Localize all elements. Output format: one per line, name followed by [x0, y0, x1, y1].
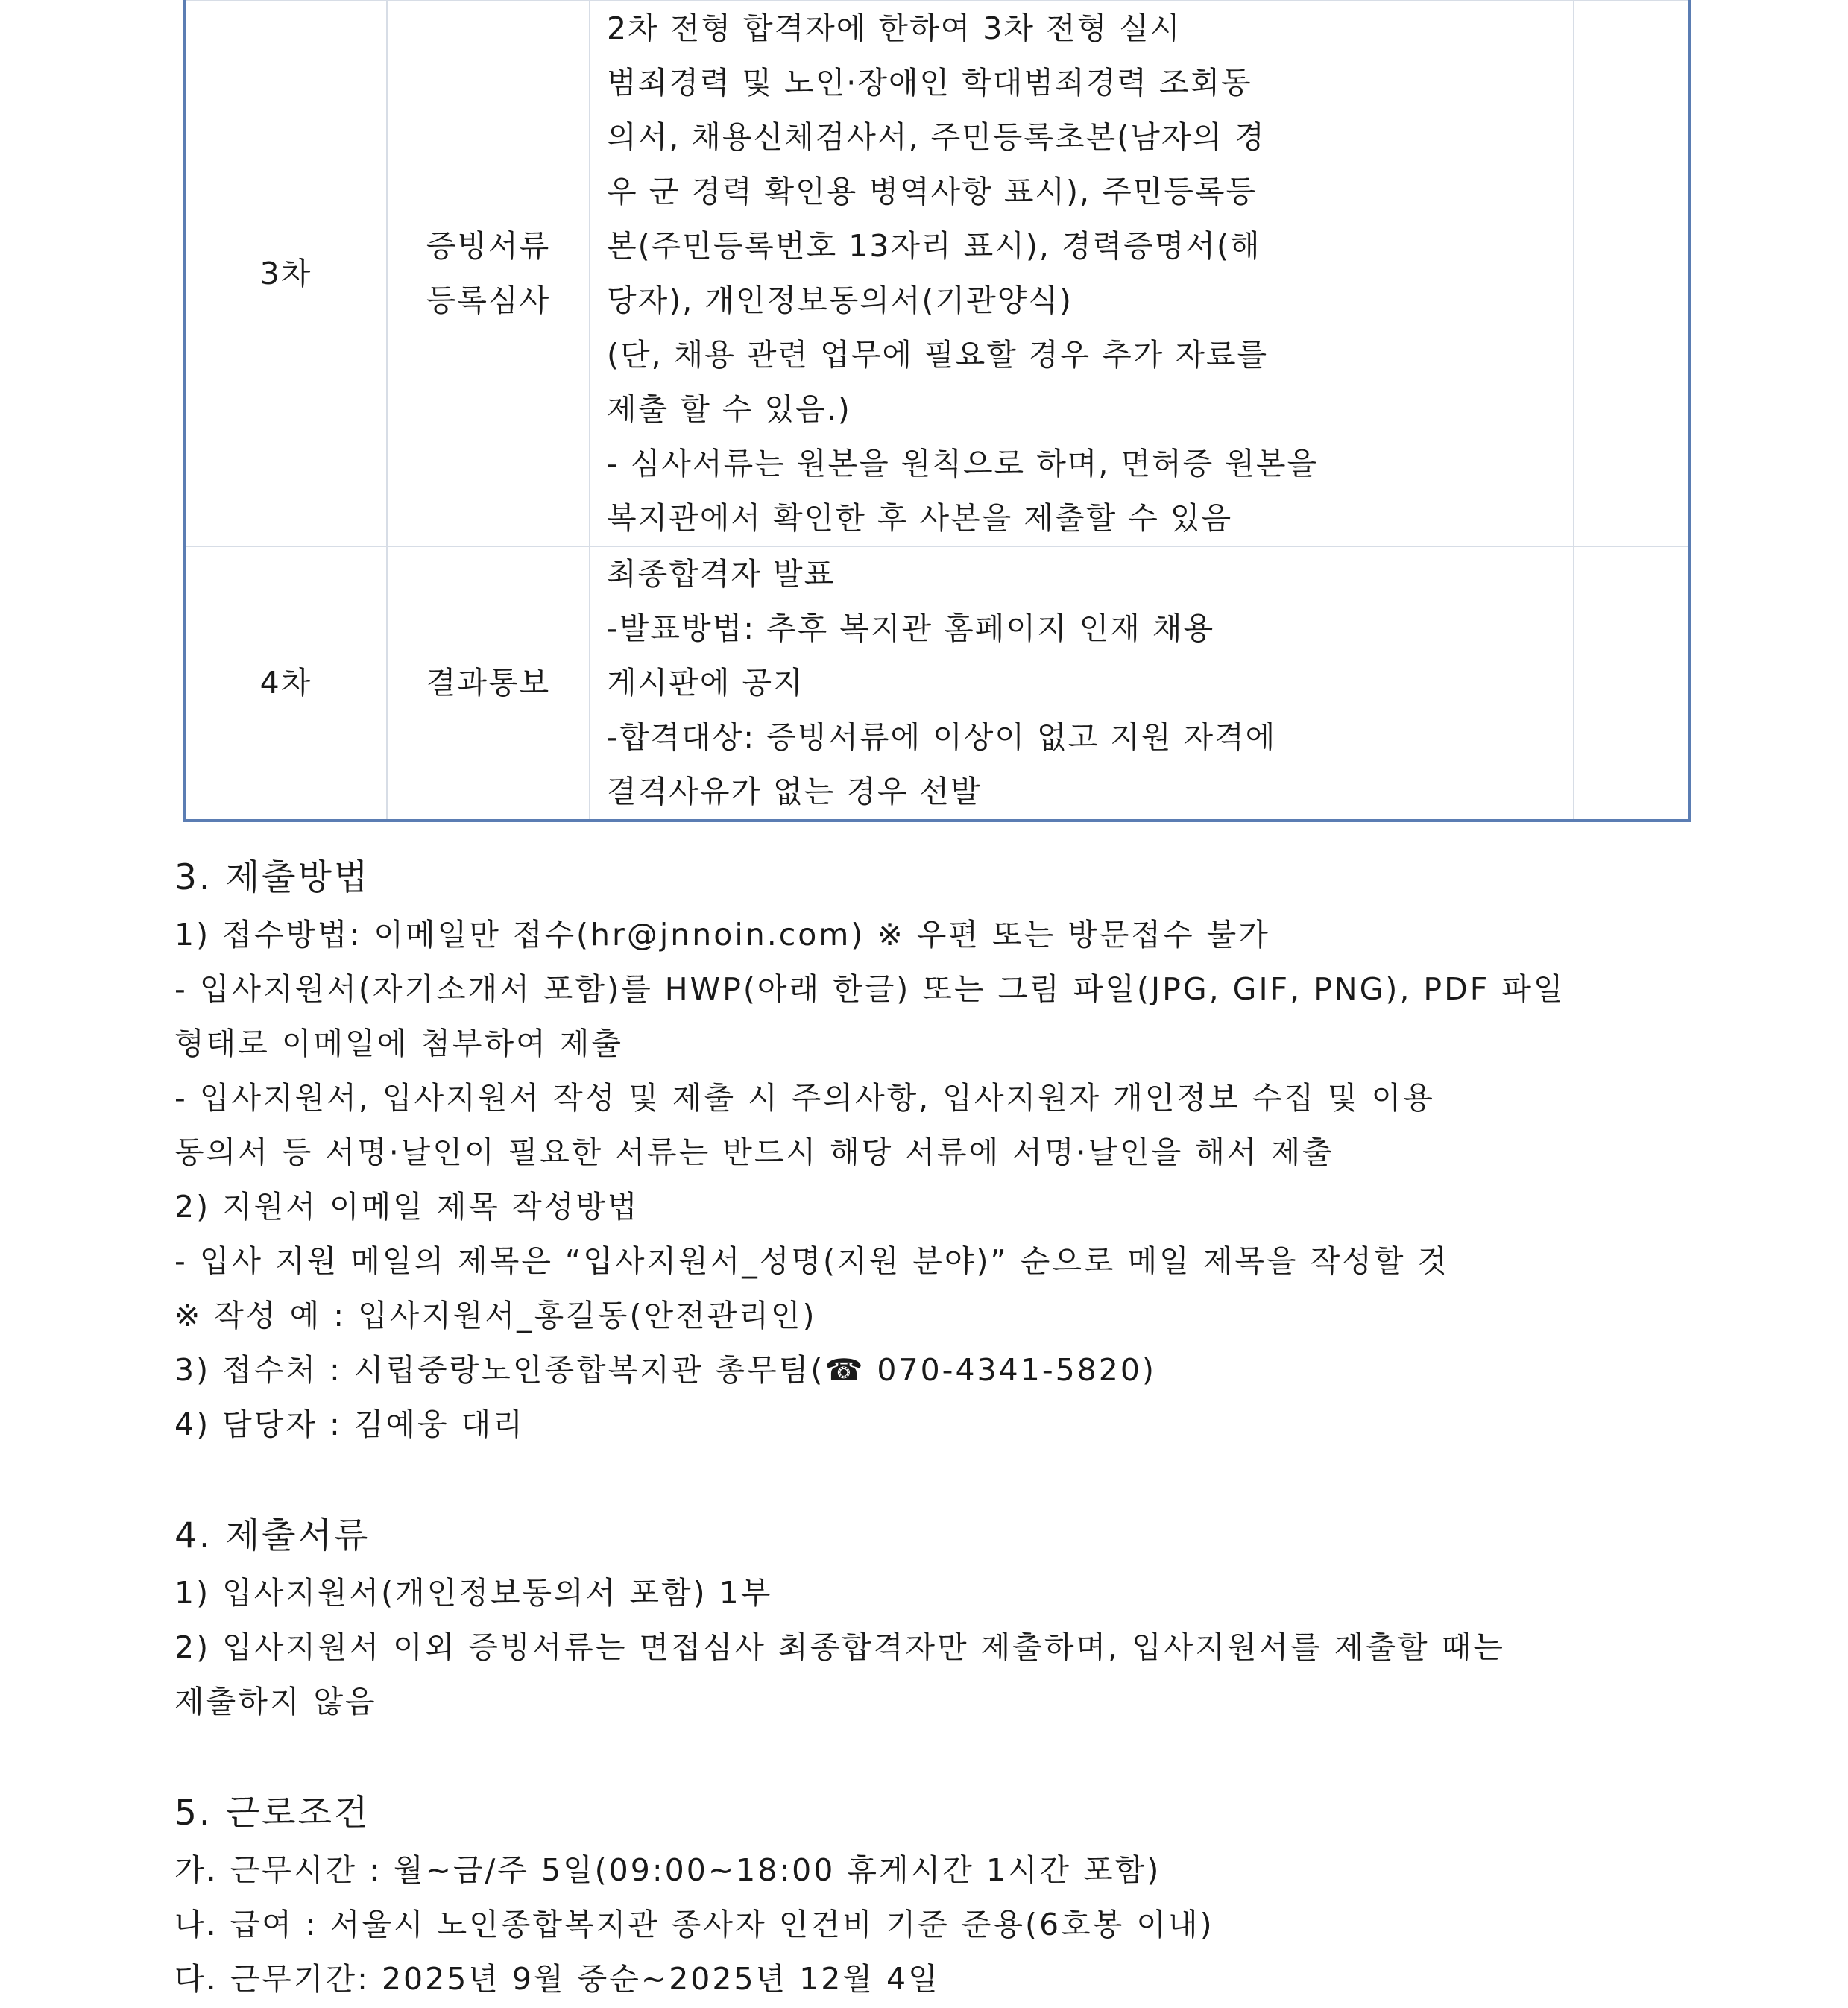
table-row — [184, 546, 1690, 821]
document-body — [174, 848, 1680, 2007]
paragraph-line: ※ 작성 예 : 입사지원서_홍길동(안전관리인) — [174, 1298, 817, 1333]
paragraph-line: 1) 입사지원서(개인정보동의서 포함) 1부 — [174, 1575, 773, 1611]
description-line: 결격사유가 없는 경우 선발 — [607, 774, 982, 809]
description-line: 제출 할 수 있음.) — [607, 391, 851, 427]
paragraph-line: - 입사지원서(자기소개서 포함)를 HWP(아래 한글) 또는 그림 파일(JPG, GIF, PNG), PDF 파일 — [174, 971, 1565, 1007]
paragraph-line: 가. 근무시간 : 월~금/주 5일(09:00~18:00 휴게시간 1시간 포함) — [174, 1852, 1161, 1888]
description-line: 최종합격자 발표 — [607, 556, 836, 592]
paragraph-line: - 입사지원서, 입사지원서 작성 및 제출 시 주의사항, 입사지원자 개인정보 수집 및 이용 — [174, 1080, 1435, 1116]
note-cell — [1574, 1, 1690, 546]
screening-stages-table — [183, 0, 1691, 822]
paragraph-line: 형태로 이메일에 첨부하여 제출 — [174, 1026, 623, 1061]
description-line: 2차 전형 합격자에 한하여 3차 전형 실시 — [607, 10, 1182, 46]
description-line: 당자), 개인정보동의서(기관양식) — [607, 282, 1073, 318]
note-cell — [1574, 546, 1690, 821]
description-line: 게시판에 공지 — [607, 665, 804, 701]
screening-description-cell — [590, 1, 1574, 546]
description-line: 우 군 경력 확인용 병역사항 표시), 주민등록등 — [607, 174, 1258, 209]
screening-type-line: 결과통보 — [426, 665, 551, 701]
description-line: - 심사서류는 원본을 원칙으로 하며, 면허증 원본을 — [607, 446, 1319, 482]
stage-cell: 4차 — [184, 546, 387, 821]
screening-type-cell — [387, 546, 590, 821]
description-line: 의서, 채용신체검사서, 주민등록초본(남자의 경 — [607, 119, 1266, 155]
screening-description-cell — [590, 546, 1574, 821]
paragraph-line: 4) 담당자 : 김예웅 대리 — [174, 1406, 525, 1442]
description-line: 범죄경력 및 노인·장애인 학대범죄경력 조회동 — [607, 65, 1252, 101]
paragraph-line: 2) 지원서 이메일 제목 작성방법 — [174, 1189, 640, 1225]
description-line: (단, 채용 관련 업무에 필요할 경우 추가 자료를 — [607, 337, 1269, 373]
table-row — [184, 1, 1690, 546]
paragraph-line: 1) 접수방법: 이메일만 접수(hr@jnnoin.com) ※ 우편 또는 방문접수 불가 — [174, 917, 1270, 953]
screening-type-line: 등록심사 — [426, 282, 551, 318]
section-heading: 3. 제출방법 — [174, 857, 370, 898]
section-heading: 4. 제출서류 — [174, 1515, 370, 1556]
description-line: 복지관에서 확인한 후 사본을 제출할 수 있음 — [607, 500, 1233, 536]
description-line: 본(주민등록번호 13자리 표시), 경력증명서(해 — [607, 228, 1261, 264]
paragraph-line: 다. 근무기간: 2025년 9월 중순~2025년 12월 4일 — [174, 1961, 940, 1997]
spacer — [174, 1452, 1680, 1506]
description-line: -발표방법: 추후 복지관 홈페이지 인재 채용 — [607, 610, 1215, 646]
section-heading: 5. 근로조건 — [174, 1793, 370, 1834]
spacer — [174, 1729, 1680, 1784]
screening-type-line: 증빙서류 — [426, 228, 551, 264]
paragraph-line: - 입사 지원 메일의 제목은 “입사지원서_성명(지원 분야)” 순으로 메일 제목을 작성할 것 — [174, 1243, 1450, 1279]
paragraph-line: 동의서 등 서명·날인이 필요한 서류는 반드시 해당 서류에 서명·날인을 해서 제출 — [174, 1134, 1334, 1170]
paragraph-line: 3) 접수처 : 시립중랑노인종합복지관 총무팀(☎ 070-4341-5820) — [174, 1352, 1156, 1388]
paragraph-line: 제출하지 않음 — [174, 1684, 377, 1720]
paragraph-line: 2) 입사지원서 이외 증빙서류는 면접심사 최종합격자만 제출하며, 입사지원서를 제출할 때는 — [174, 1629, 1505, 1665]
description-line: -합격대상: 증빙서류에 이상이 없고 지원 자격에 — [607, 719, 1277, 755]
stage-cell: 3차 — [184, 1, 387, 546]
screening-type-cell — [387, 1, 590, 546]
paragraph-line: 나. 급여 : 서울시 노인종합복지관 종사자 인건비 기준 준용(6호봉 이내) — [174, 1907, 1214, 1942]
